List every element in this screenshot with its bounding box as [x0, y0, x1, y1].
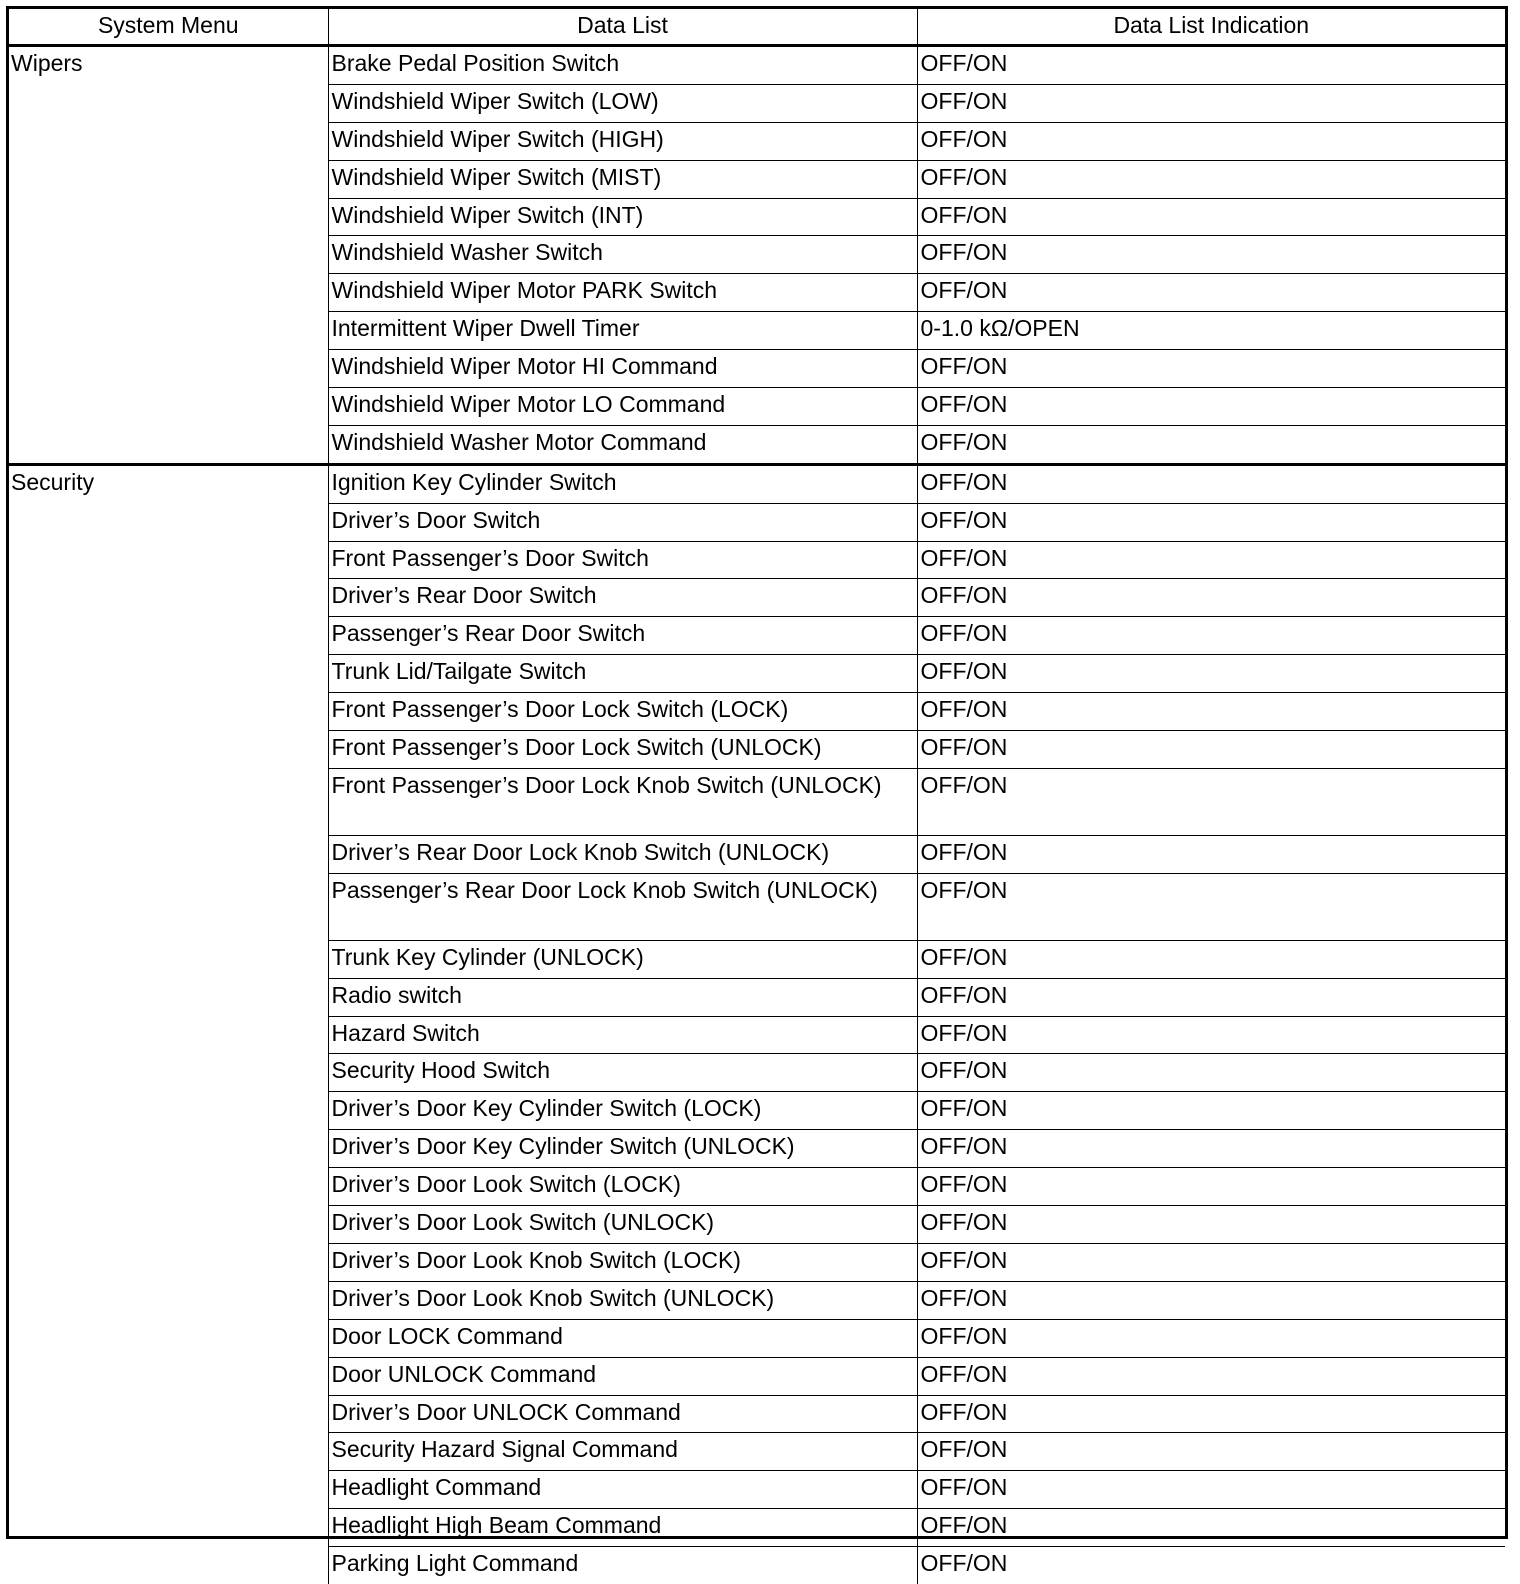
data-list-item: Front Passenger’s Door Lock Knob Switch (UNLOCK) [328, 768, 917, 835]
header-row [9, 9, 1505, 46]
data-list-item: Windshield Wiper Motor LO Command [328, 388, 917, 426]
data-list-indication: OFF/ON [917, 1357, 1505, 1395]
data-list-item: Security Hood Switch [328, 1054, 917, 1092]
data-list-indication: OFF/ON [917, 1092, 1505, 1130]
data-list-item: Driver’s Door Look Knob Switch (UNLOCK) [328, 1281, 917, 1319]
data-list-item: Parking Light Command [328, 1547, 917, 1584]
data-list-item: Windshield Washer Motor Command [328, 425, 917, 464]
data-list-item: Headlight Command [328, 1471, 917, 1509]
table-row [9, 46, 1505, 85]
data-list-indication: OFF/ON [917, 768, 1505, 835]
data-list-indication: OFF/ON [917, 1130, 1505, 1168]
data-list-indication: OFF/ON [917, 1319, 1505, 1357]
data-list-indication: OFF/ON [917, 731, 1505, 769]
data-list-item: Driver’s Rear Door Switch [328, 579, 917, 617]
data-list-item: Windshield Wiper Motor HI Command [328, 350, 917, 388]
data-list-indication: OFF/ON [917, 1206, 1505, 1244]
data-list-indication: OFF/ON [917, 655, 1505, 693]
data-list-indication: OFF/ON [917, 1509, 1505, 1547]
data-list-item: Trunk Key Cylinder (UNLOCK) [328, 940, 917, 978]
data-list-item: Intermittent Wiper Dwell Timer [328, 312, 917, 350]
data-list-indication: OFF/ON [917, 1168, 1505, 1206]
data-list-item: Windshield Wiper Switch (MIST) [328, 160, 917, 198]
data-list-item: Driver’s Rear Door Lock Knob Switch (UNLOCK) [328, 835, 917, 873]
data-list-item: Trunk Lid/Tailgate Switch [328, 655, 917, 693]
data-list-item: Passenger’s Rear Door Switch [328, 617, 917, 655]
data-list-item: Driver’s Door Key Cylinder Switch (UNLOCK) [328, 1130, 917, 1168]
data-list-item: Driver’s Door Key Cylinder Switch (LOCK) [328, 1092, 917, 1130]
data-list-item: Headlight High Beam Command [328, 1509, 917, 1547]
table-row [9, 464, 1505, 503]
data-list-sheet [6, 6, 1508, 1577]
header-system-menu: System Menu [9, 9, 328, 46]
data-list-item: Brake Pedal Position Switch [328, 46, 917, 85]
data-list-indication: OFF/ON [917, 579, 1505, 617]
data-list-item: Hazard Switch [328, 1016, 917, 1054]
data-list-item: Door LOCK Command [328, 1319, 917, 1357]
data-list-indication: OFF/ON [917, 46, 1505, 85]
data-list-indication: OFF/ON [917, 541, 1505, 579]
group-wipers [9, 46, 1505, 465]
data-list-item: Windshield Wiper Switch (HIGH) [328, 122, 917, 160]
header-data-list: Data List [328, 9, 917, 46]
data-list-indication: OFF/ON [917, 350, 1505, 388]
data-list-item: Front Passenger’s Door Lock Switch (LOCK) [328, 693, 917, 731]
data-list-item: Ignition Key Cylinder Switch [328, 464, 917, 503]
data-list-indication: OFF/ON [917, 1547, 1505, 1584]
header-data-list-indication: Data List Indication [917, 9, 1505, 46]
data-list-indication: OFF/ON [917, 1395, 1505, 1433]
data-list-item: Driver’s Door Look Switch (UNLOCK) [328, 1206, 917, 1244]
data-list-indication: OFF/ON [917, 940, 1505, 978]
data-list-item: Driver’s Door UNLOCK Command [328, 1395, 917, 1433]
data-list-indication: OFF/ON [917, 122, 1505, 160]
data-list-indication: OFF/ON [917, 1471, 1505, 1509]
data-list-item: Front Passenger’s Door Lock Switch (UNLOCK) [328, 731, 917, 769]
data-list-item: Windshield Wiper Motor PARK Switch [328, 274, 917, 312]
data-list-item: Front Passenger’s Door Switch [328, 541, 917, 579]
data-list-indication: OFF/ON [917, 236, 1505, 274]
data-list-item: Windshield Wiper Switch (LOW) [328, 84, 917, 122]
data-list-item: Windshield Wiper Switch (INT) [328, 198, 917, 236]
data-list-indication: OFF/ON [917, 835, 1505, 873]
data-list-indication: OFF/ON [917, 198, 1505, 236]
data-list-indication: OFF/ON [917, 503, 1505, 541]
data-list-indication: OFF/ON [917, 84, 1505, 122]
data-list-item: Driver’s Door Look Knob Switch (LOCK) [328, 1243, 917, 1281]
group-security [9, 464, 1505, 1584]
data-list-indication: OFF/ON [917, 1433, 1505, 1471]
system-menu-cell: Wipers [9, 46, 328, 465]
data-list-indication: OFF/ON [917, 425, 1505, 464]
data-list-indication: OFF/ON [917, 1054, 1505, 1092]
data-list-indication: OFF/ON [917, 464, 1505, 503]
data-list-item: Security Hazard Signal Command [328, 1433, 917, 1471]
data-list-indication: OFF/ON [917, 873, 1505, 940]
data-list-item: Passenger’s Rear Door Lock Knob Switch (UNLOCK) [328, 873, 917, 940]
data-list-item: Driver’s Door Switch [328, 503, 917, 541]
data-list-indication: OFF/ON [917, 1243, 1505, 1281]
data-list-indication: OFF/ON [917, 693, 1505, 731]
data-list-item: Radio switch [328, 978, 917, 1016]
system-menu-cell: Security [9, 464, 328, 1584]
data-list-indication: OFF/ON [917, 388, 1505, 426]
data-list-indication: OFF/ON [917, 1281, 1505, 1319]
data-list-table [9, 9, 1505, 1584]
data-list-indication: OFF/ON [917, 1016, 1505, 1054]
data-list-item: Door UNLOCK Command [328, 1357, 917, 1395]
data-list-indication: OFF/ON [917, 160, 1505, 198]
data-list-indication: OFF/ON [917, 617, 1505, 655]
data-list-item: Driver’s Door Look Switch (LOCK) [328, 1168, 917, 1206]
data-list-indication: OFF/ON [917, 274, 1505, 312]
data-list-indication: 0-1.0 kΩ/OPEN [917, 312, 1505, 350]
data-list-item: Windshield Washer Switch [328, 236, 917, 274]
data-list-indication: OFF/ON [917, 978, 1505, 1016]
